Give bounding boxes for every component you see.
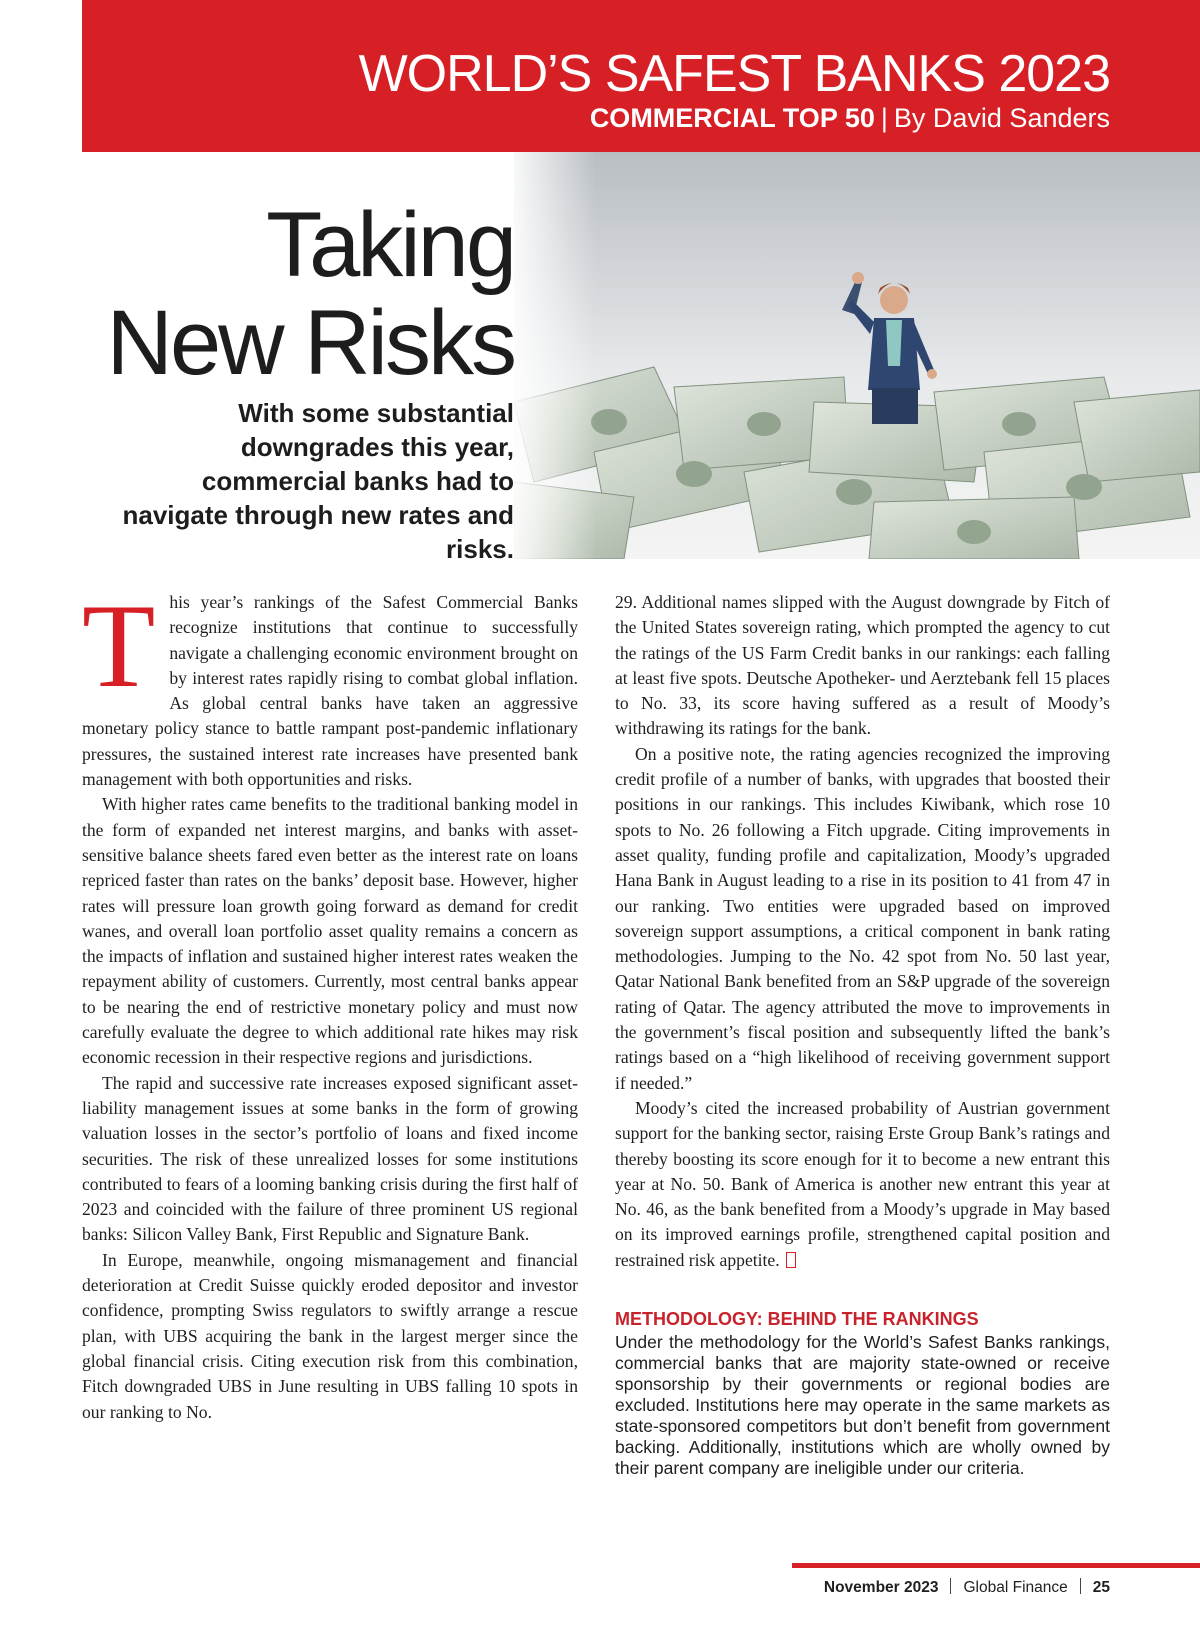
paragraph-text: his year’s rankings of the Safest Commercial Banks recognize institutions that continue to successfully navigate a challenging economic environment brought on by interest rates rapidly rising to combat global inflation. As global central banks have taken an aggressive monetary policy stance to battle rampant post-pandemic inflationary pressures, the sustained interest rate increases have presented bank management with both opportunities and risks. xyxy=(82,592,578,790)
article-paragraph: 29. Additional names slipped with the August downgrade by Fitch of the United States sovereign rating, which prompted the agency to cut the ratings of the US Farm Credit banks in our rankings: each falling at least five spots. Deutsche Apotheker- und Aerztebank fell 15 places to No. 33, its score having suffered as a result of Moody’s withdrawing its ratings for the bank. xyxy=(615,592,1110,739)
footer-rule xyxy=(792,1563,1200,1568)
section-label: COMMERCIAL TOP 50 xyxy=(589,103,875,133)
hero-photo xyxy=(514,152,1200,559)
section-subtitle xyxy=(82,105,1110,132)
article-paragraph: On a positive note, the rating agencies recognized the improving credit profile of a number of banks, with upgrades that boosted their positions in our rankings. This includes Kiwibank, which rose 10 spots to No. 26 following a Fitch upgrade. Citing improvements in asset quality, funding profile and capitalization, Moody’s upgraded Hana Bank in August leading to a rise in its position to 41 from 47 in our ranking. Two entities were upgraded based on improved sovereign support assumptions, a critical component in bank rating methodologies. Jumping to the No. 42 spot from No. 50 last year, Qatar National Bank benefited from an S&P upgrade of the sovereign rating of Qatar. The agency attributed the move to improvements in the government’s fiscal position and subsequently lifted the bank’s ratings based on a “high likelihood of receiving government support if needed.” xyxy=(615,743,1110,1093)
methodology-body: Under the methodology for the World’s Safest Banks rankings, commercial banks that are majority state-owned or receive sponsorship by their governments or regional bodies are excluded. Institutions here may operate in the same markets as state-sponsored competitors but don’t benefit from government backing. Additionally, institutions which are wholly owned by their parent company are ineligible under our criteria. xyxy=(615,1332,1110,1478)
page-footer xyxy=(824,1578,1110,1597)
end-mark-icon xyxy=(786,1252,796,1268)
article-paragraph xyxy=(82,579,578,792)
article-paragraph: With higher rates came benefits to the traditional banking model in the form of expanded net interest margins, and banks with asset-sensitive balance sheets fared even better as the interest rate on loans repriced faster than rates on the banks’ deposit base. However, higher rates will pressure loan growth going forward as demand for credit wanes, and overall loan portfolio asset quality remains a concern as the impacts of inflation and sustained higher interest rates weaken the repayment ability of customers. Currently, most central banks appear to be nearing the end of restrictive monetary policy and must now carefully evaluate the degree to which additional rate hikes may risk economic recession in their respective regions and jurisdictions. xyxy=(82,794,578,1068)
methodology-title: METHODOLOGY: BEHIND THE RANKINGS xyxy=(615,1309,979,1329)
byline: By David Sanders xyxy=(893,103,1110,133)
publication-name: Global Finance xyxy=(963,1579,1068,1596)
paragraph-text: Moody’s cited the increased probability of Austrian government support for the banking sector, raising Erste Group Bank’s ratings and thereby boosting its score enough for it to become a new entrant this year at No. 50. Bank of America is another new entrant this year at No. 46, as the bank benefited from a Moody’s upgrade in May based on its improved earnings profile, strengthened capital position and restrained risk appetite. xyxy=(615,1097,1110,1270)
section-title: WORLD’S SAFEST BANKS 2023 xyxy=(358,45,1110,103)
article-paragraph xyxy=(615,1096,1110,1273)
section-separator: | xyxy=(880,103,888,133)
article-column-left xyxy=(82,579,578,1425)
headline-line-2: New Risks xyxy=(106,292,514,394)
page-number: 25 xyxy=(1092,1579,1110,1596)
footer-divider xyxy=(1080,1578,1081,1594)
methodology-box xyxy=(615,1308,1110,1479)
article-paragraph: The rapid and successive rate increases exposed significant asset-liability management issues at some banks in the form of growing valuation losses in the sector’s portfolio of loans and fixed income securities. The risk of these unrealized losses for some institutions contributed to fears of a looming banking crisis during the first half of 2023 and coincided with the failure of three prominent US regional banks: Silicon Valley Bank, First Republic and Signature Bank. xyxy=(82,1072,578,1245)
issue-date: November 2023 xyxy=(823,1579,939,1596)
footer-divider xyxy=(950,1578,951,1594)
section-banner xyxy=(82,0,1200,152)
article-deck: With some substantial downgrades this year, commercial banks had to navigate through new rates and risks. xyxy=(122,398,514,564)
article-headline xyxy=(82,196,514,392)
article-paragraph: In Europe, meanwhile, ongoing mismanagement and financial deterioration at Credit Suisse quickly eroded depositor and investor confidence, prompting Swiss regulators to swiftly arrange a rescue plan, with UBS acquiring the bank in the largest merger since the global financial crisis. Citing execution risk from this combination, Fitch downgraded UBS in June resulting in UBS falling 10 spots in our ranking to No. xyxy=(82,1249,578,1422)
banknotes-figure-illustration xyxy=(514,152,1200,559)
drop-cap: T xyxy=(82,579,156,712)
headline-line-1: Taking xyxy=(266,194,514,296)
article-column-right xyxy=(615,590,1110,1273)
